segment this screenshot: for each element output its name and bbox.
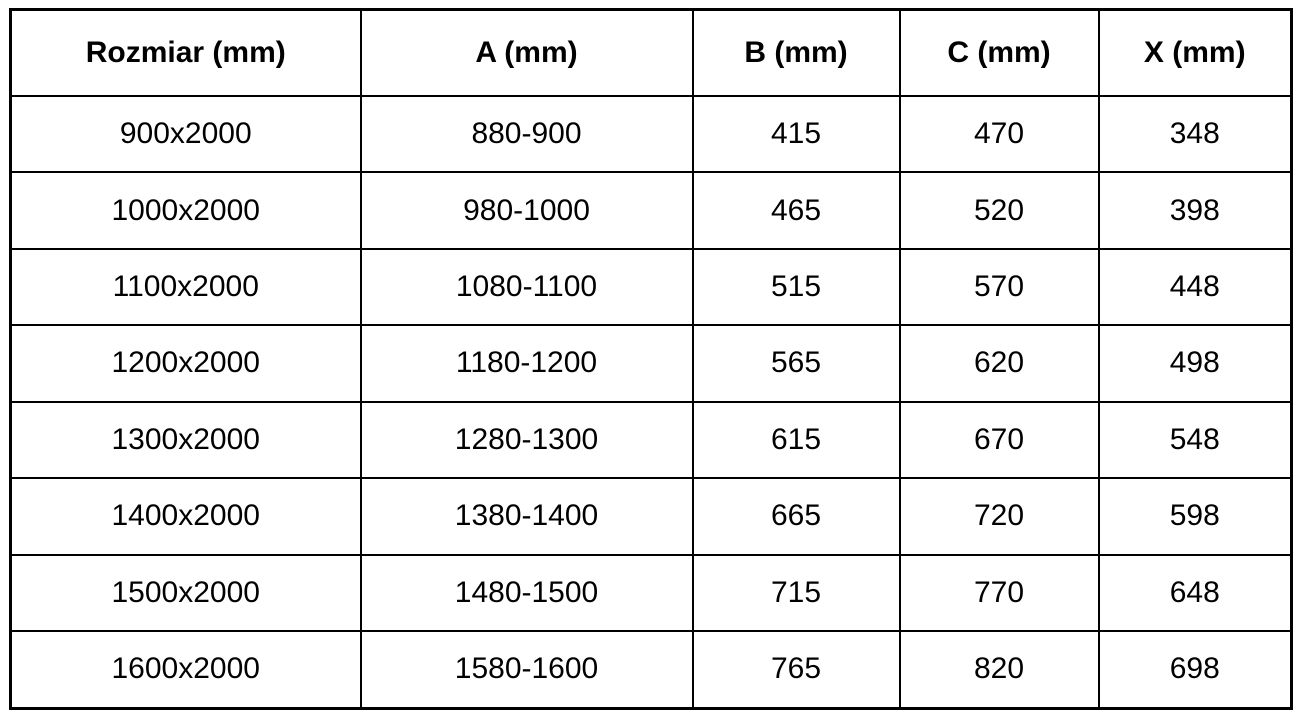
table-cell: 520: [900, 172, 1099, 248]
table-cell: 515: [693, 249, 900, 325]
table-cell: 720: [900, 478, 1099, 554]
table-row: [11, 96, 1292, 172]
table-cell: 1580-1600: [361, 631, 693, 709]
table-cell: 1600x2000: [11, 631, 361, 709]
table-cell: 348: [1099, 96, 1292, 172]
table-cell: 900x2000: [11, 96, 361, 172]
column-header: C (mm): [900, 10, 1099, 97]
table-cell: 770: [900, 555, 1099, 631]
column-header: Rozmiar (mm): [11, 10, 361, 97]
table-cell: 698: [1099, 631, 1292, 709]
table-row: [11, 249, 1292, 325]
table-cell: 620: [900, 325, 1099, 401]
column-header: X (mm): [1099, 10, 1292, 97]
table-cell: 1300x2000: [11, 402, 361, 478]
header-row: [11, 10, 1292, 97]
table-cell: 565: [693, 325, 900, 401]
table-row: [11, 402, 1292, 478]
column-header: A (mm): [361, 10, 693, 97]
table-cell: 498: [1099, 325, 1292, 401]
table-row: [11, 555, 1292, 631]
table-cell: 715: [693, 555, 900, 631]
table-cell: 598: [1099, 478, 1292, 554]
table-row: [11, 325, 1292, 401]
table-cell: 665: [693, 478, 900, 554]
table-cell: 615: [693, 402, 900, 478]
table-cell: 1280-1300: [361, 402, 693, 478]
size-dimensions-table: [9, 8, 1293, 710]
table-cell: 1000x2000: [11, 172, 361, 248]
table-cell: 1100x2000: [11, 249, 361, 325]
table-cell: 648: [1099, 555, 1292, 631]
table-cell: 398: [1099, 172, 1292, 248]
table-cell: 1180-1200: [361, 325, 693, 401]
table-cell: 670: [900, 402, 1099, 478]
table-cell: 1400x2000: [11, 478, 361, 554]
table-cell: 470: [900, 96, 1099, 172]
table-row: [11, 172, 1292, 248]
table-row: [11, 478, 1292, 554]
table-cell: 880-900: [361, 96, 693, 172]
column-header: B (mm): [693, 10, 900, 97]
table-row: [11, 631, 1292, 709]
table-cell: 1080-1100: [361, 249, 693, 325]
table-cell: 820: [900, 631, 1099, 709]
table-cell: 448: [1099, 249, 1292, 325]
table-cell: 980-1000: [361, 172, 693, 248]
table-cell: 1500x2000: [11, 555, 361, 631]
table-cell: 1200x2000: [11, 325, 361, 401]
table-cell: 548: [1099, 402, 1292, 478]
table-body: [11, 96, 1292, 709]
table-cell: 1480-1500: [361, 555, 693, 631]
table-cell: 1380-1400: [361, 478, 693, 554]
table-cell: 465: [693, 172, 900, 248]
table-cell: 765: [693, 631, 900, 709]
table-cell: 415: [693, 96, 900, 172]
table-cell: 570: [900, 249, 1099, 325]
